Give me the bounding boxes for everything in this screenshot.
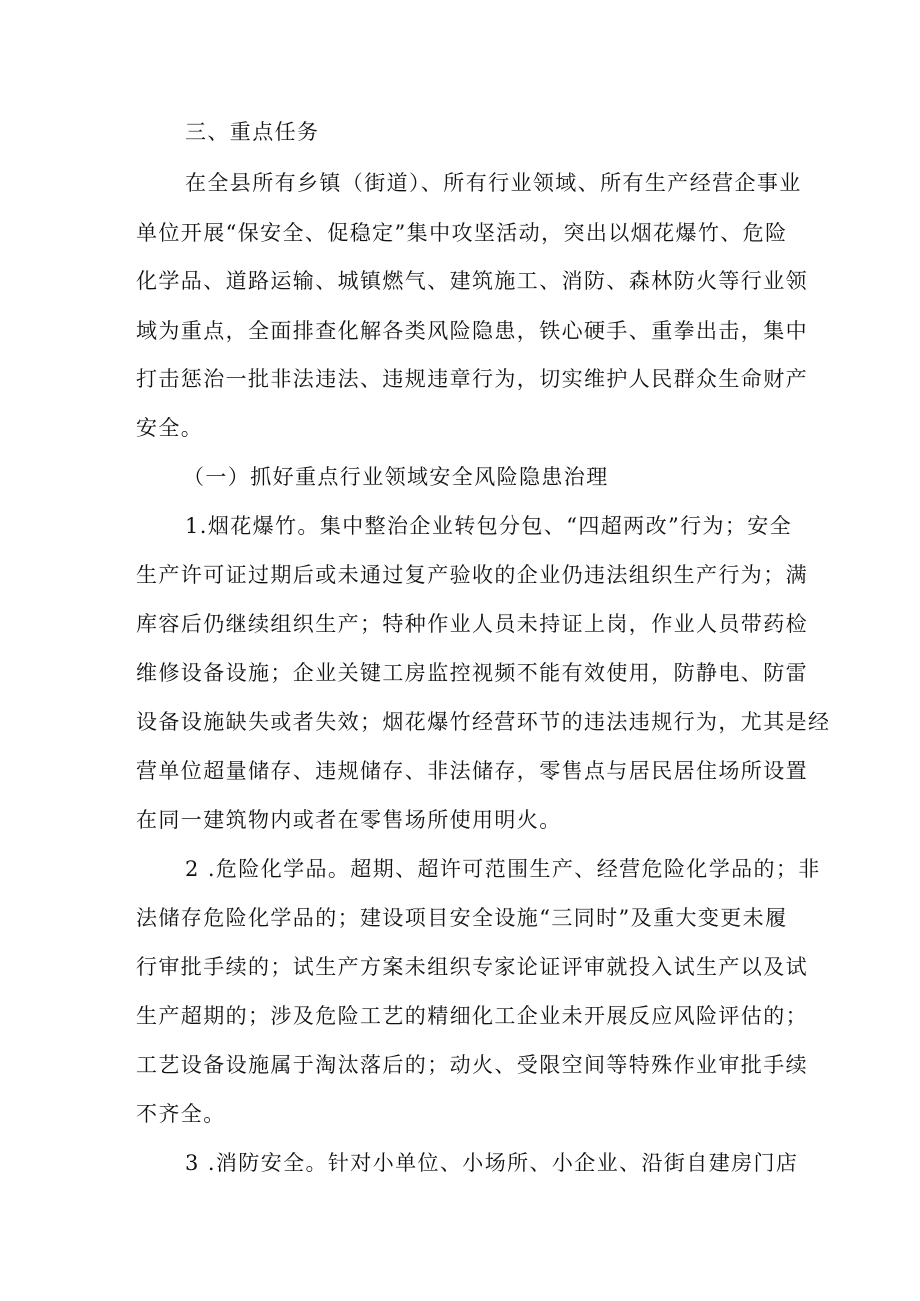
item1-line-7: 在同一建筑物内或者在零售场所使用明火。 bbox=[136, 808, 562, 832]
intro-line-2: 单位开展“保安全、促稳定”集中攻坚活动，突出以烟花爆竹、危险 bbox=[136, 221, 788, 245]
item2-line-3: 行审批手续的；试生产方案未组织专家论证评审就投入试生产以及试 bbox=[136, 955, 808, 979]
intro-line-4: 域为重点，全面排查化解各类风险隐患，铁心硬手、重拳出击，集中 bbox=[136, 319, 808, 343]
item2-line-6: 不齐全。 bbox=[136, 1102, 226, 1126]
item3-line-1: 3 .消防安全。针对小单位、小场所、小企业、沿街自建房门店 bbox=[185, 1151, 799, 1175]
section-heading: 三、重点任务 bbox=[185, 120, 320, 144]
item1-line-3: 库容后仍继续组织生产；特种作业人员未持证上岗，作业人员带药检 bbox=[136, 612, 808, 636]
item2-line-5: 工艺设备设施属于淘汰落后的；动火、受限空间等特殊作业审批手续 bbox=[136, 1053, 808, 1077]
item2-line-2: 法储存危险化学品的；建设项目安全设施“三同时”及重大变更未履 bbox=[136, 906, 788, 930]
item1-line-5: 设备设施缺失或者失效；烟花爆竹经营环节的违法违规行为，尤其是经 bbox=[136, 710, 831, 734]
item1-line-4: 维修设备设施；企业关键工房监控视频不能有效使用，防静电、防雷 bbox=[136, 661, 808, 685]
subsection-heading: （一）抓好重点行业领域安全风险隐患治理 bbox=[183, 465, 609, 489]
intro-line-1: 在全县所有乡镇（街道）、所有行业领域、所有生产经营企事业 bbox=[185, 171, 802, 195]
item2-line-4: 生产超期的；涉及危险工艺的精细化工企业未开展反应风险评估的； bbox=[136, 1004, 808, 1028]
item1-line-6: 营单位超量储存、违规储存、非法储存，零售点与居民居住场所设置 bbox=[136, 759, 808, 783]
intro-line-3: 化学品、道路运输、城镇燃气、建筑施工、消防、森林防火等行业领 bbox=[136, 269, 808, 293]
intro-line-5: 打击惩治一批非法违法、违规违章行为，切实维护人民群众生命财产 bbox=[136, 367, 808, 391]
item1-line-2: 生产许可证过期后或未通过复产验收的企业仍违法组织生产行为；满 bbox=[136, 563, 808, 587]
item2-line-1: 2 .危险化学品。超期、超许可范围生产、经营危险化学品的；非 bbox=[185, 857, 821, 881]
item1-line-1: 1.烟花爆竹。集中整治企业转包分包、“四超两改”行为；安全 bbox=[185, 514, 793, 538]
intro-line-6: 安全。 bbox=[136, 416, 204, 440]
